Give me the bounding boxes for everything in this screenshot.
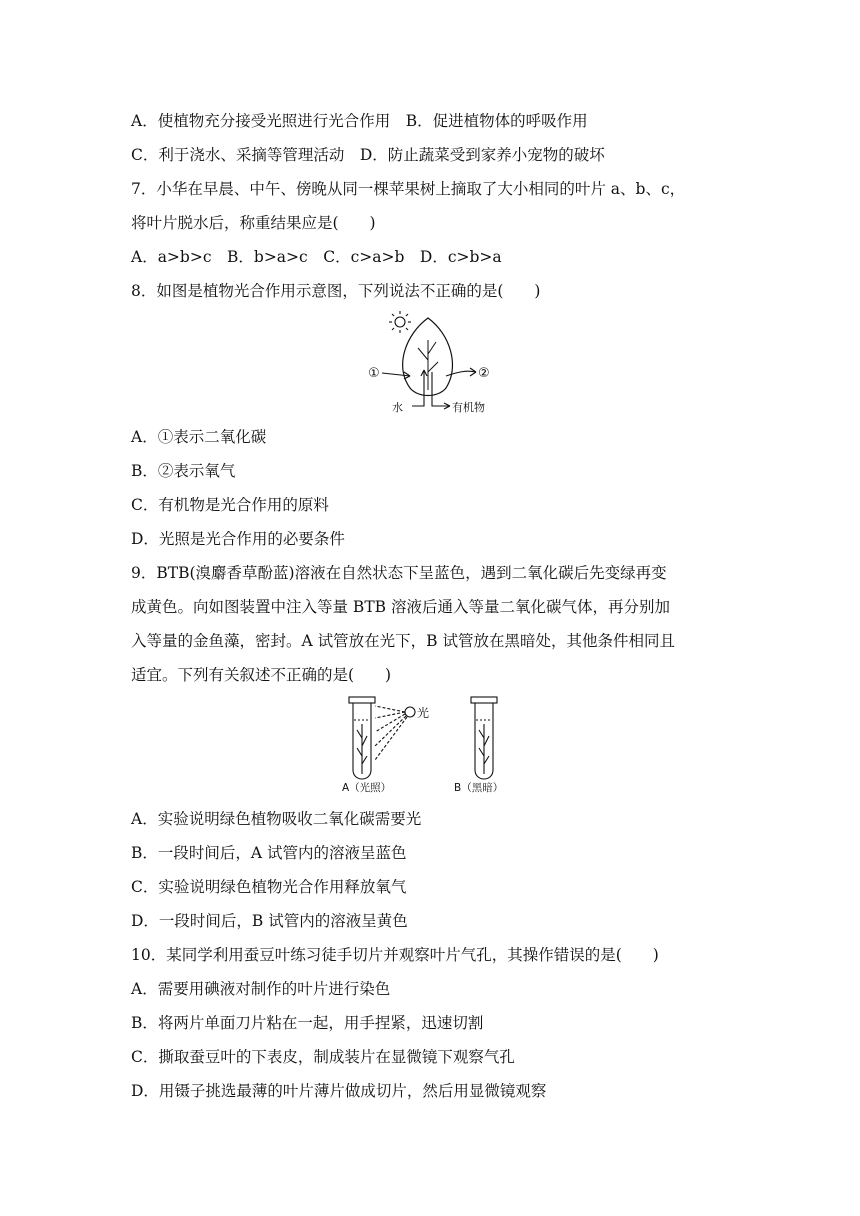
q9-option-d: D．一段时间后，B 试管内的溶液呈黄色 — [131, 912, 408, 930]
q7-stem-line-1: 7．小华在早晨、中午、傍晚从同一棵苹果树上摘取了大小相同的叶片 a、b、c， — [131, 180, 686, 198]
label-organic: 有机物 — [452, 401, 485, 414]
q8-option-b: B．②表示氧气 — [131, 462, 236, 480]
q9-stem-line-4: 适宜。下列有关叙述不正确的是( ) — [131, 666, 392, 684]
q8-option-d: D．光照是光合作用的必要条件 — [131, 530, 345, 548]
q10-option-d: D．用镊子挑选最薄的叶片薄片做成切片，然后用显微镜观察 — [131, 1082, 547, 1100]
q6-option-line-1: A．使植物充分接受光照进行光合作用 B．促进植物体的呼吸作用 — [131, 112, 588, 130]
q10-option-a: A．需要用碘液对制作的叶片进行染色 — [131, 980, 391, 998]
sun-icon — [389, 311, 411, 333]
q8-option-a: A．①表示二氧化碳 — [131, 428, 267, 446]
q10-option-c: C．撕取蚕豆叶的下表皮，制成装片在显微镜下观察气孔 — [131, 1048, 515, 1066]
test-tube-a — [349, 697, 375, 779]
q8-stem: 8．如图是植物光合作用示意图，下列说法不正确的是( ) — [131, 282, 541, 300]
light-source-icon — [375, 706, 415, 760]
test-tube-b — [471, 697, 497, 779]
q9-option-b: B．一段时间后，A 试管内的溶液呈蓝色 — [131, 844, 407, 862]
q10-option-b: B．将两片单面刀片粘在一起，用手捏紧，迅速切割 — [131, 1014, 484, 1032]
label-light: 光 — [417, 706, 430, 720]
q9-stem-line-2: 成黄色。向如图装置中注入等量 BTB 溶液后通入等量二氧化碳气体，再分别加 — [131, 598, 670, 616]
q9-option-c: C．实验说明绿色植物光合作用释放氧气 — [131, 878, 407, 896]
q9-stem-line-1: 9．BTB(溴麝香草酚蓝)溶液在自然状态下呈蓝色，遇到二氧化碳后先变绿再变 — [131, 564, 667, 582]
btb-test-tube-diagram — [340, 694, 520, 796]
q10-stem: 10．某同学利用蚕豆叶练习徒手切片并观察叶片气孔，其操作错误的是( ) — [131, 946, 659, 964]
q9-option-a: A．实验说明绿色植物吸收二氧化碳需要光 — [131, 810, 422, 828]
label-1: ① — [368, 366, 380, 381]
photosynthesis-diagram — [366, 310, 496, 418]
label-water: 水 — [392, 401, 403, 414]
caption-b: B（黑暗） — [454, 782, 504, 794]
q8-option-c: C．有机物是光合作用的原料 — [131, 496, 329, 514]
label-2: ② — [478, 366, 490, 381]
q9-stem-line-3: 入等量的金鱼藻，密封。A 试管放在光下，B 试管放在黑暗处，其他条件相同且 — [131, 632, 675, 650]
q6-option-line-2: C．利于浇水、采摘等管理活动 D．防止蔬菜受到家养小宠物的破坏 — [131, 146, 605, 164]
q7-options: A．a>b>c B．b>a>c C．c>a>b D．c>b>a — [131, 248, 502, 266]
q7-stem-line-2: 将叶片脱水后，称重结果应是( ) — [131, 214, 376, 232]
caption-a: A（光照） — [342, 782, 392, 794]
